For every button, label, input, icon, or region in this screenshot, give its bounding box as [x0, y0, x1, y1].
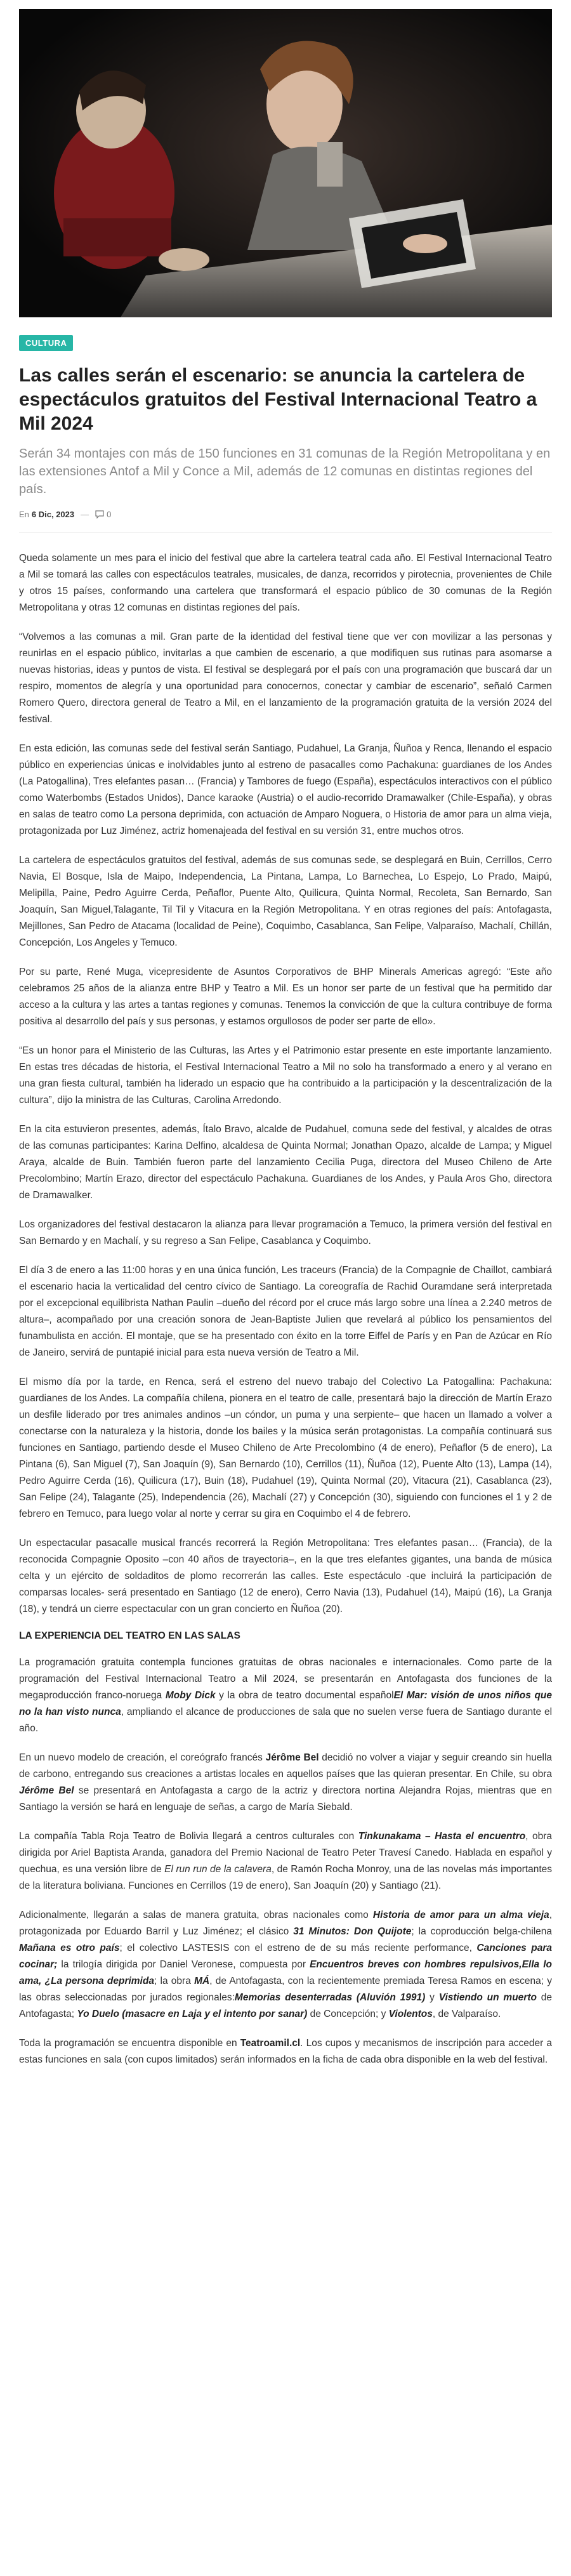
paragraph: Toda la programación se encuentra disponible en Teatroamil.cl. Los cupos y mecanismos de inscripción para acceder a estas funciones en sala (con cupos limitados) serán informados en la ficha de cada obra disponible en la web del festival. [19, 2038, 552, 2065]
meta-separator: — [81, 510, 89, 519]
paragraph: El día 3 de enero a las 11:00 horas y en una única función, Les traceurs (Francia) de la Compagnie de Chaillot, cambiará el escenario hacia la verticalidad del centro cívico de Santiago. La coreografía de Rachid Ouramdane será interpretada por el excepcional equilibrista Nathan Paulin –dueño del récord por el cruce más largo sobre una línea a 2.240 metros de altura–, acompañado por una creación sonora de Jean-Baptiste Julien que revelará al público los pensamientos del funambulista en acción. El montaje, que se ha presentado con éxito en la torre Eiffel de París y en Pan de Azúcar en Río de Janeiro, servirá de puntapié inicial para esta nueva versión de Teatro a Mil. [19, 1265, 552, 1358]
work-title: Moby Dick [165, 1690, 216, 1701]
paragraph: Por su parte, René Muga, vicepresidente de Asuntos Corporativos de BHP Minerals Americas agregó: “Este año celebramos 25 años de la alianza entre BHP y Teatro a Mil. Es un honor ser parte de un festival que ha permitido dar acceso a la cultura y las artes a tantas regiones y comunas. Tenemos la convicción de que la cultura contribuye de forma positiva al desarrollo del país y sus personas, y estamos orgullosos de poder ser parte de ello». [19, 967, 552, 1027]
paragraph: En un nuevo modelo de creación, el coreógrafo francés Jérôme Bel decidió no volver a viajar y seguir creando sin huella de carbono, entregando sus creaciones a artistas locales en aquellos países que las quieran presentar. En Chile, su obra Jérôme Bel se presentará en Antofagasta a cargo de la actriz y directora nortina Alejandra Rojas, mientras que en Santiago la versión se hará en lenguaje de señas, a cargo de María Siebald. [19, 1752, 553, 1813]
work-title: Historia de amor para un alma vieja [372, 1910, 549, 1920]
paragraph: La compañía Tabla Roja Teatro de Bolivia llegará a centros culturales con Tinkunakama – Hasta el encuentro, obra dirigida por Ariel Baptista Aranda, ganadora del Premio Nacional de Teatro Peter Travesí Canedo. Hablada en español y quechua, es una versión libre de El run run de la calavera, de Ramón Rocha Monroy, una de las novelas más importantes de la literatura boliviana. Funciones en Cerrillos (19 de enero), San Joaquín (20) y Santiago (21). [19, 1831, 553, 1891]
comments-link[interactable] [95, 510, 111, 519]
publish-date: 6 Dic, 2023 [31, 510, 75, 519]
article-body [19, 550, 552, 2068]
date-prefix: En [19, 510, 29, 519]
comment-icon [95, 510, 104, 519]
work-title: El Mar: visión de unos niños que no la han visto nunca [19, 1690, 553, 1717]
paragraph: En esta edición, las comunas sede del festival serán Santiago, Pudahuel, La Granja, Ñuñoa y Renca, llenando el espacio público en experiencias únicas e inolvidables junto al estreno de pasacalles como Pachakuna: guardianes de los Andes (La Patogallina), Tres elefantes pasan… (Francia) y Tambores de fuego (España), espectáculos interactivos con el público como Waterbombs (Estados Unidos), Dance karaoke (Austria) o el audio-recorrido Dramawalker (Chile-España), y obras en salas de teatro como La persona deprimida, con actuación de Amparo Noguera, o Historia de amor para un alma vieja, protagonizada por Luz Jiménez, actriz homenajeada del festival en su versión 31, entre muchos otros. [19, 743, 552, 836]
article-meta [19, 510, 552, 519]
theatre-photo-icon [19, 9, 552, 317]
work-title: Violentos [388, 2009, 433, 2019]
comments-count: 0 [107, 510, 112, 519]
work-title: Canciones para cocinar; [19, 1943, 552, 1970]
paragraph: Adicionalmente, llegarán a salas de manera gratuita, obras nacionales como Historia de amor para un alma vieja, protagonizada por Eduardo Barril y Luz Jiménez; el clásico 31 Minutos: Don Quijote; la coproducción belga-chilena Mañana es otro país; el colectivo LASTESIS con el estreno de de su más reciente performance, Canciones para cocinar; la trilogía dirigida por Daniel Veronese, compuesta por Encuentros breves con hombres repulsivos,Ella lo ama, ¿La persona deprimida; la obra MÁ, de Antofagasta, con la recientemente premiada Teresa Ramos en escena; y las obras seleccionadas por jurados regionales:Memorias desenterradas (Aluvión 1991) y Vistiendo un muerto de Antofagasta; Yo Duelo (masacre en Laja y el intento por sanar) de Concepción; y Violentos, de Valparaíso. [19, 1910, 553, 2019]
artist-name: Jérôme Bel [265, 1752, 319, 1763]
work-title: MÁ [194, 1976, 210, 1986]
paragraph: La programación gratuita contempla funciones gratuitas de obras nacionales e internacionales. Como parte de la programación del Festival Internacional Teatro a Mil 2024, se presentarán en Antofagasta dos funciones de la megaproducción franco-noruega Moby Dick y la obra de teatro documental españolEl Mar: visión de unos niños que no la han visto nunca, ampliando el alcance de producciones de sala que no suelen verse fuera de Santiago durante el año. [19, 1657, 553, 1734]
category-badge[interactable]: CULTURA [19, 335, 73, 351]
paragraph: La cartelera de espectáculos gratuitos del festival, además de sus comunas sede, se desplegará en Buin, Cerrillos, Cerro Navia, El Bosque, Isla de Maipo, Independencia, La Pintana, Lampa, Lo Barnechea, Lo Espejo, Lo Prado, Maipú, Melipilla, Paine, Pedro Aguirre Cerda, Peñaflor, Puente Alto, Quilicura, Quinta Normal, Recoleta, San Bernardo, San Joaquín, San Miguel,Talagante, Til Til y Vitacura en la Región Metropolitana. Y en otras regiones del país: Antofagasta, Mejillones, San Pedro de Atacama (localidad de Peine), Coquimbo, Casablanca, San Felipe, Valparaíso, Machalí, Chillán, Concepción, Los Angeles y Temuco. [19, 855, 552, 948]
section-heading: LA EXPERIENCIA DEL TEATRO EN LAS SALAS [19, 1630, 240, 1641]
paragraph: El mismo día por la tarde, en Renca, será el estreno del nuevo trabajo del Colectivo La Patogallina: Pachakuna: guardianes de los Andes. La compañía chilena, pionera en el teatro de calle, presentará bajo la dirección de Martín Erazo un desfile liderado por tres animales andinos –un cóndor, un puma y una serpiente– que hacen un llamado a volver a conectarse con la naturaleza y la historia, donde los bailes y la música serán protagonistas. La compañía continuará sus funciones en Santiago, partiendo desde el Museo Chileno de Arte Precolombino (4 de enero), Peñaflor (5 de enero), La Pintana (6), San Miguel (7), San Joaquín (9), San Bernardo (10), Cerrillos (11), Ñuñoa (12), Puente Alto (13), Lampa (14), Pedro Aguirre Cerda (16), Quilicura (17), Buin (18), Pudahuel (19), Quinta Normal (20), Vitacura (21), Casablanca (23), San Felipe (24), Talagante (25), Independencia (26), Machalí (27) y Concepción (30), siguiendo con funciones el 1 y 2 de febrero en Temuco, para luego volar al norte y cerrar su gira en Coquimbo el 4 de febrero. [19, 1377, 552, 1519]
work-title: Memorias desenterradas (Aluvión 1991) [234, 1992, 426, 2003]
work-title: 31 Minutos: Don Quijote [293, 1926, 412, 1937]
article-title: Las calles serán el escenario: se anuncia la cartelera de espectáculos gratuitos del Festival Internacional Teatro a Mil 2024 [19, 365, 537, 434]
work-title: Vistiendo un muerto [438, 1992, 537, 2003]
hero-image [19, 9, 552, 317]
paragraph: Un espectacular pasacalle musical francés recorrerá la Región Metropolitana: Tres elefantes pasan… (Francia), de la reconocida Compagnie Oposito –con 40 años de trayectoria–, en la que tres elefantes gigantes, una banda de música celta y un ejército de soldaditos de plomo recorrerán las calles. Este espectáculo -que incluirá la participación de comparsas locales- será presentado en Santiago (12 de enero), Cerro Navia (13), Pudahuel (14), Maipú (16), La Granja (18), y tendrá un cierre espectacular con un gran concierto en Ñuñoa (20). [19, 1538, 552, 1615]
work-title: El run run de la calavera [164, 1864, 272, 1875]
work-title: Encuentros breves con hombres repulsivos,Ella lo ama, ¿La persona deprimida [19, 1959, 553, 1986]
paragraph: “Volvemos a las comunas a mil. Gran parte de la identidad del festival tiene que ver con movilizar a las personas y reunirlas en el espacio público, invitarlas a que cambien de escenario, a que modifiquen sus rutinas para asomarse a nuevas historias, ideas y puntos de vista. El festival se desplegará por el país con una programación que buscará dar un respiro, momentos de alegría y una oportunidad para conocernos, conectar y cambiar de escenario”, señaló Carmen Romero Quero, directora general de Teatro a Mil, en el lanzamiento de la programación gratuita de la versión 2024 del festival. [19, 631, 552, 725]
paragraph: Los organizadores del festival destacaron la alianza para llevar programación a Temuco, la primera versión del festival en San Bernardo y en Machalí, y su regreso a San Felipe, Casablanca y Coquimbo. [19, 1219, 552, 1246]
paragraph: “Es un honor para el Ministerio de las Culturas, las Artes y el Patrimonio estar presente en este importante lanzamiento. En estas tres décadas de historia, el Festival Internacional Teatro a Mil no solo ha transformado a enero y al verano en una gran fiesta cultural, también ha liderado un espacio que ha contribuido a la participación y la descentralización de la cultura”, dijo la ministra de las Culturas, Carolina Arredondo. [19, 1045, 552, 1106]
article-subtitle: Serán 34 montajes con más de 150 funciones en 31 comunas de la Región Metropolitana y en las extensiones Antof a Mil y Conce a Mil, además de 12 comunas en distintas regiones del país. [19, 447, 551, 496]
paragraph: En la cita estuvieron presentes, además, Ítalo Bravo, alcalde de Pudahuel, comuna sede del festival, y alcaldes de otras de las comunas participantes: Karina Delfino, alcaldesa de Quinta Normal; Jonathan Opazo, alcalde de Lampa; y Miguel Araya, alcalde de Buin. También fueron parte del lanzamiento Cecilia Puga, directora del Museo Chileno de Arte Precolombino; Martín Erazo, director del espectáculo Pachakuna. Guardianes de los Andes, y Paula Aros Gho, directora de Dramawalker. [19, 1124, 552, 1201]
teatroamil-link[interactable]: Teatroamil.cl [240, 2038, 301, 2049]
paragraph: Queda solamente un mes para el inicio del festival que abre la cartelera teatral cada año. El Festival Internacional Teatro a Mil se tomará las calles con espectáculos teatrales, musicales, de danza, recorridos y pirotecnia, provenientes de Chile y otros 15 países, conformando una cartelera que transformará el espacio público de 30 comunas de la Región Metropolitana y otras 12 comunas en distintas regiones del país. [19, 553, 552, 613]
work-title: Mañana es otro país [19, 1943, 120, 1953]
article [0, 9, 571, 2087]
work-title: Tinkunakama – Hasta el encuentro [358, 1831, 526, 1842]
work-title: Jérôme Bel [19, 1785, 74, 1796]
work-title: Yo Duelo (masacre en Laja y el intento por sanar) [77, 2009, 308, 2019]
